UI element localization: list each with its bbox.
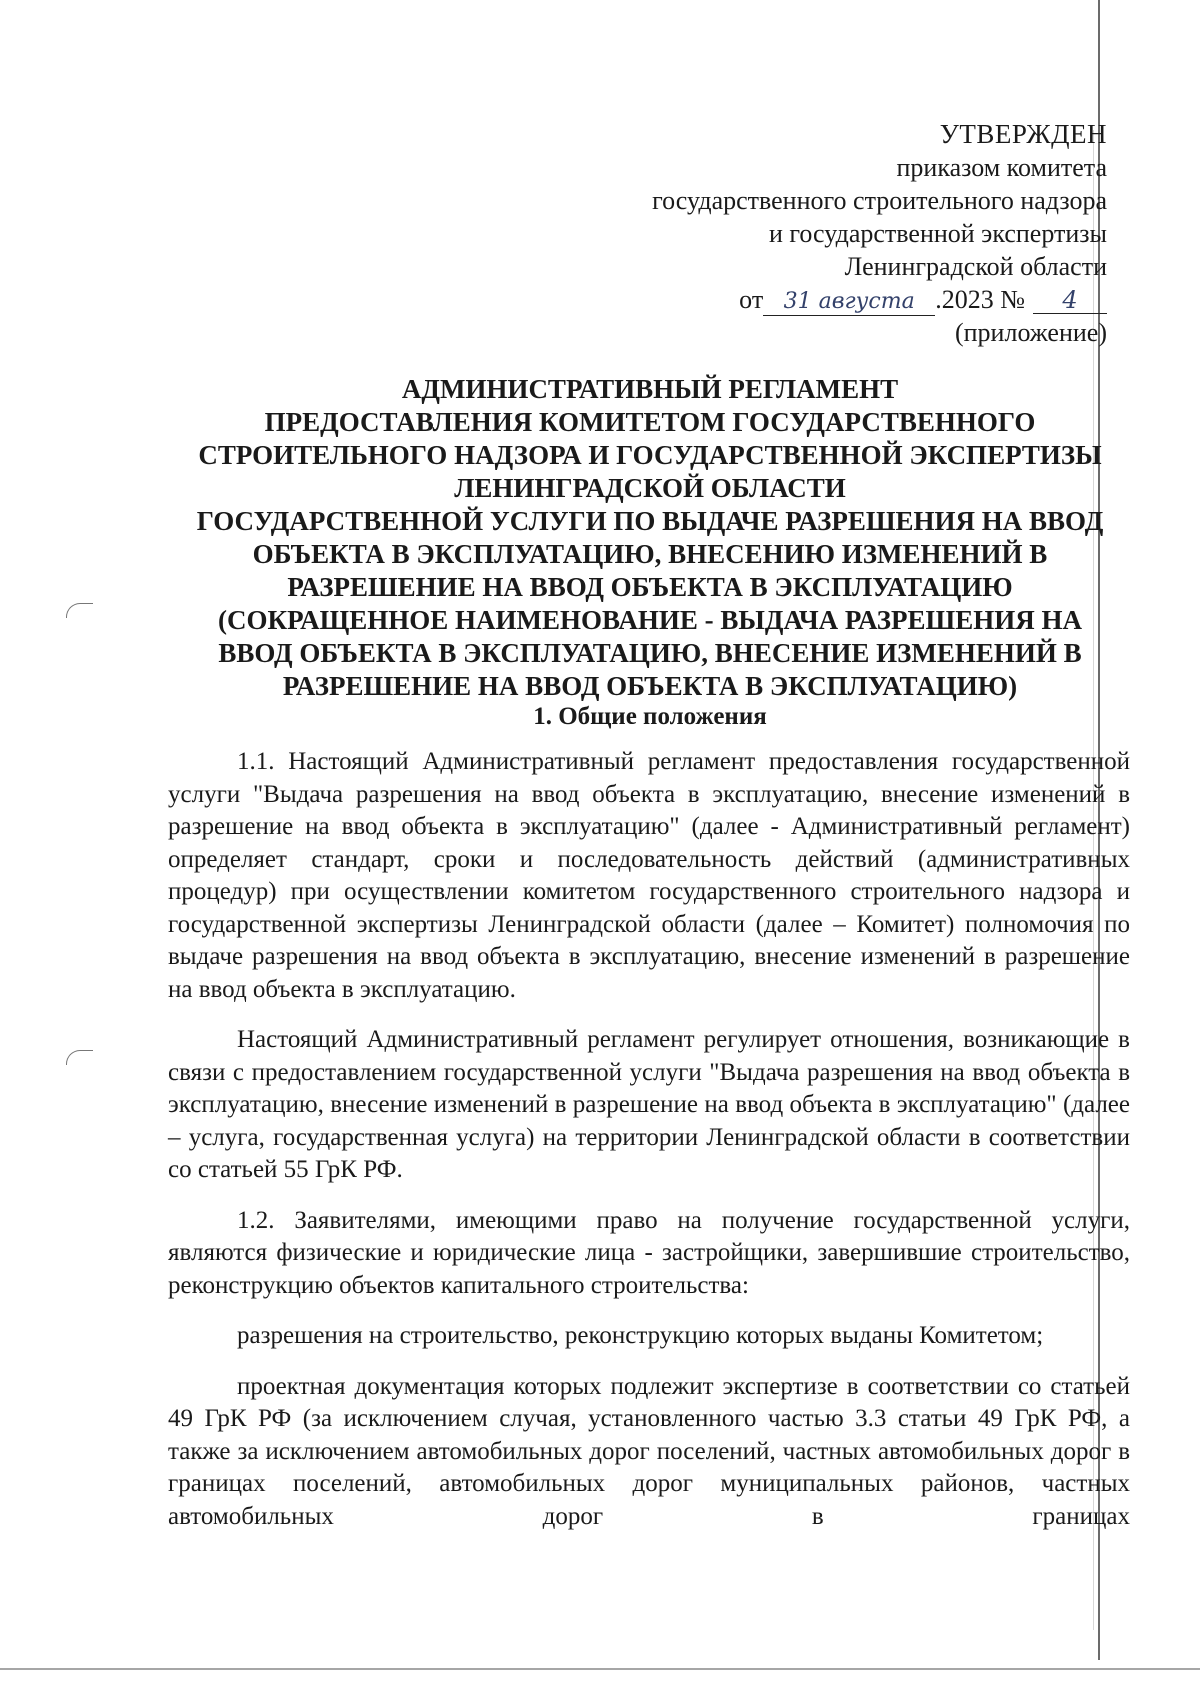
hole-punch-mark [66,603,93,618]
paragraph: 1.2. Заявителями, имеющими право на получение государственной услуги, являются физические и юридические лица - застройщики, завершившие строительство, реконструкцию объектов капитального строительства: [168,1206,1130,1299]
paragraph: Настоящий Административный регламент регулирует отношения, возникающие в связи с предоставлением государственной услуги "Выдача разрешения на ввод объекта в эксплуатацию, внесение изменений в разрешение на ввод объекта в эксплуатацию" (далее – услуга, государственная услуга) на территории Ленинградской области в соответствии со статьей 55 ГрК РФ. [168,1026,1130,1183]
approval-title: УТВЕРЖДЕН [939,119,1107,149]
paragraph: 1.1. Настоящий Административный регламент предоставления государственной услуги "Выдача разрешения на ввод объекта в эксплуатацию, внесение изменений в разрешение на ввод объекта в эксплуатацию" (далее - Административный регламент) определяет стандарт, сроки и последовательность действий (административных процедур) при осуществлении комитетом государственного строительного надзора и государственной экспертизы Ленинградской области (далее – Комитет) полномочия по выдаче разрешения на ввод объекта в эксплуатацию, внесение изменений в разрешение на ввод объекта в эксплуатацию. [168,748,1130,1003]
approval-line: государственного строительного надзора [652,186,1107,215]
heading-line: ЛЕНИНГРАДСКОЙ ОБЛАСТИ [454,473,846,503]
heading-line: СТРОИТЕЛЬНОГО НАДЗОРА И ГОСУДАРСТВЕННОЙ ЭКСПЕРТИЗЫ [198,440,1102,470]
heading-line: ПРЕДОСТАВЛЕНИЯ КОМИТЕТОМ ГОСУДАРСТВЕННОГО [264,407,1036,437]
hole-punch-mark [66,1050,93,1065]
order-number-handwritten: 4 [1033,287,1107,314]
document-body [168,746,1130,1533]
approval-line: и государственной экспертизы [768,219,1107,248]
order-reference [652,283,1107,316]
heading-line: (СОКРАЩЕННОЕ НАИМЕНОВАНИЕ - ВЫДАЧА РАЗРЕШЕНИЯ НА [218,605,1082,635]
appendix-label: (приложение) [954,318,1107,347]
paragraph: проектная документация которых подлежит экспертизе в соответствии со статьей 49 ГрК РФ (за исключением случая, установленного частью 3.3 статьи 49 ГрК РФ, а также за исключением автомобильных дорог поселений, частных автомобильных дорог в границах поселений, автомобильных дорог муниципальных районов, частных автомобильных дорог в границах [168,1372,1130,1530]
order-prefix: от [739,285,764,314]
heading-line: ГОСУДАРСТВЕННОЙ УСЛУГИ ПО ВЫДАЧЕ РАЗРЕШЕНИЯ НА ВВОД [196,506,1104,536]
heading-line: ОБЪЕКТА В ЭКСПЛУАТАЦИЮ, ВНЕСЕНИЮ ИЗМЕНЕНИЙ В [252,539,1048,569]
heading-line: АДМИНИСТРАТИВНЫЙ РЕГЛАМЕНТ [401,374,899,404]
order-date-handwritten: 31 августа [763,289,935,316]
approval-line: приказом комитета [896,153,1107,182]
scan-bottom-edge [0,1668,1200,1670]
approval-stamp-block [652,118,1107,349]
approval-line: Ленинградской области [844,252,1107,281]
paragraph: разрешения на строительство, реконструкцию которых выданы Комитетом; [237,1322,1044,1349]
heading-line: РАЗРЕШЕНИЕ НА ВВОД ОБЪЕКТА В ЭКСПЛУАТАЦИЮ [287,572,1013,602]
document-heading [165,373,1135,703]
order-year: .2023 № [935,285,1025,314]
section-title: 1. Общие положения [533,703,767,730]
heading-line: ВВОД ОБЪЕКТА В ЭКСПЛУАТАЦИЮ, ВНЕСЕНИЕ ИЗМЕНЕНИЙ В [218,638,1082,668]
heading-line: РАЗРЕШЕНИЕ НА ВВОД ОБЪЕКТА В ЭКСПЛУАТАЦИЮ) [282,671,1018,701]
